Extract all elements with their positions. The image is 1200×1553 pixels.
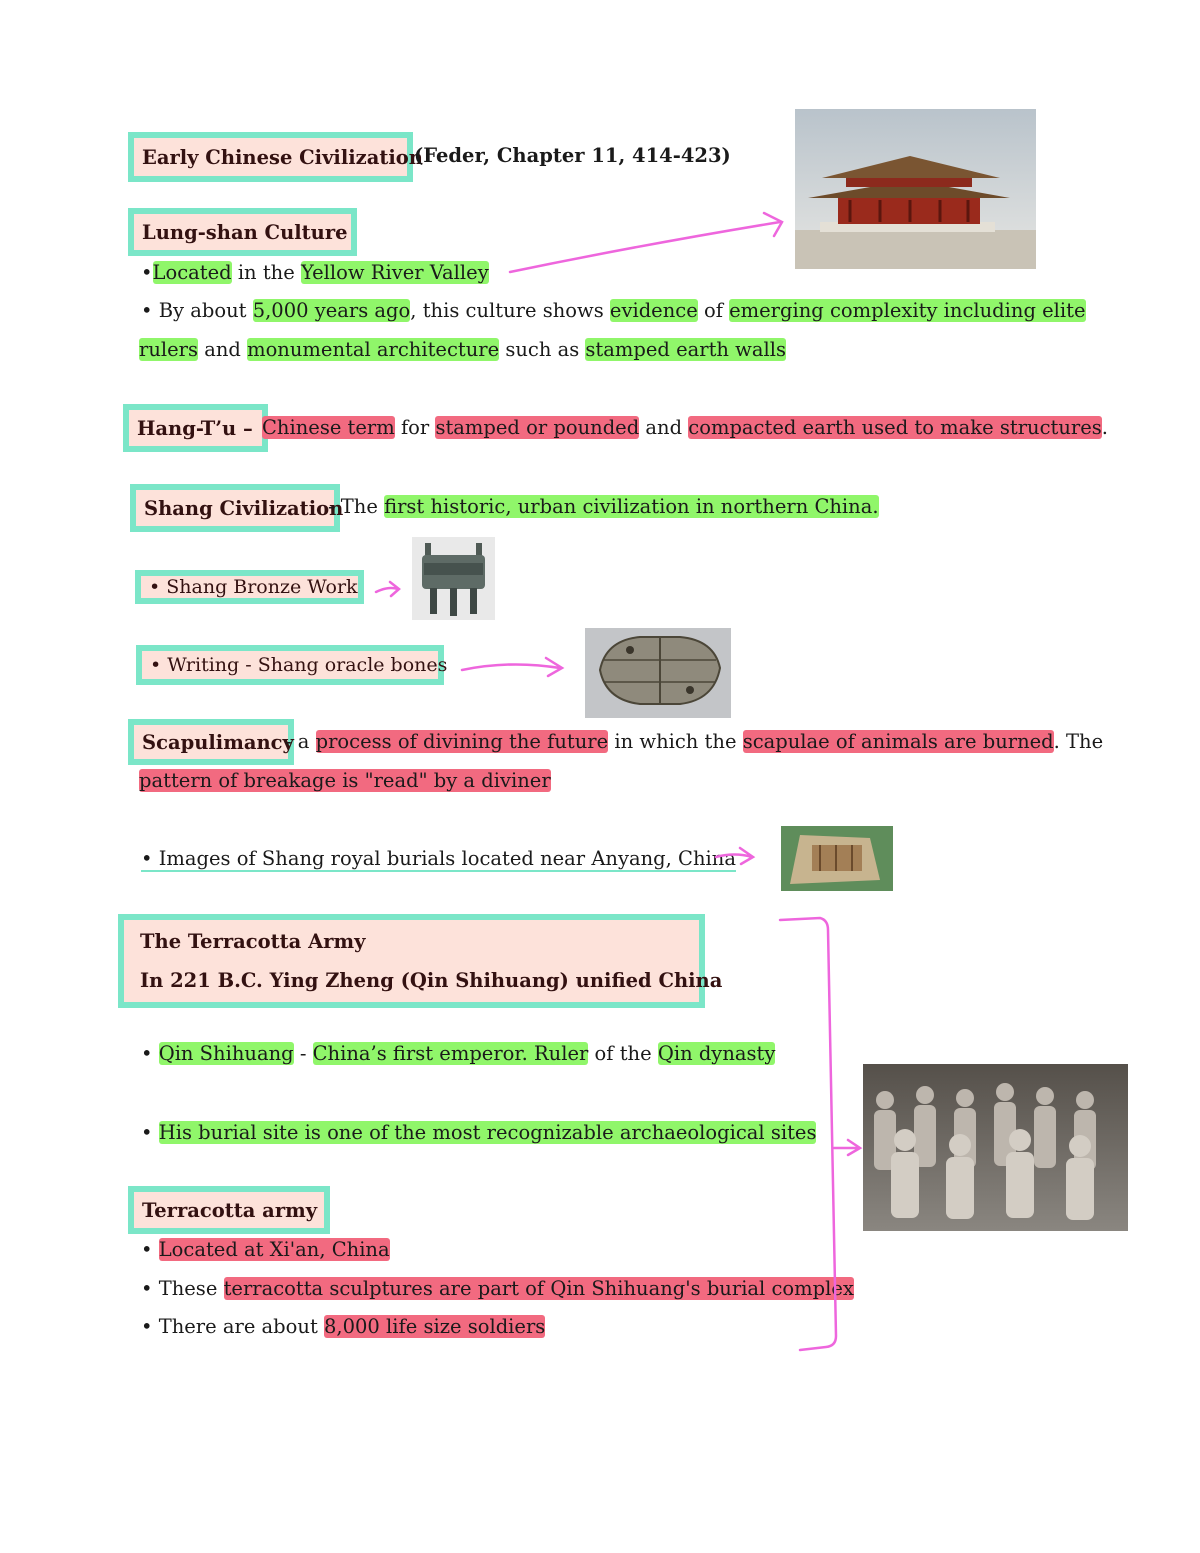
arrow-to-burials	[716, 848, 753, 864]
hangtu-definition: Chinese term for stamped or pounded and compacted earth used to make structures.	[262, 416, 1108, 439]
arrow-to-palace	[510, 222, 780, 272]
bracket-terracotta	[780, 918, 836, 1350]
terracotta-warriors-photo	[863, 1064, 1128, 1231]
scapulimancy-definition-1: - a process of divining the future in which the scapulae of animals are burned. The	[285, 730, 1104, 753]
qin-bullet: • Qin Shihuang - China’s first emperor. Ruler of the Qin dynasty	[141, 1042, 776, 1065]
scapulimancy-heading: Scapulimancy	[142, 730, 294, 754]
terracotta-heading-1: The Terracotta Army	[140, 930, 366, 953]
shang-heading: Shang Civilization	[144, 496, 344, 520]
title-text: Early Chinese Civilization	[142, 145, 423, 169]
shang-definition: - The first historic, urban civilization in northern China.	[328, 495, 879, 518]
title-reference: (Feder, Chapter 11, 414-423)	[414, 144, 731, 167]
shang-bronze-label: • Shang Bronze Work	[149, 576, 358, 598]
lungshan-bullet-2a: • By about 5,000 years ago, this culture shows evidence of emerging complexity including elite	[141, 299, 1086, 322]
shang-writing-label: • Writing - Shang oracle bones	[150, 654, 448, 676]
terracotta-heading-2: In 221 B.C. Ying Zheng (Qin Shihuang) unified China	[140, 969, 723, 992]
terracotta-army-heading: Terracotta army	[142, 1198, 318, 1222]
arrow-to-warriors	[834, 1140, 860, 1155]
shang-burials-link[interactable]: • Images of Shang royal burials located near Anyang, China	[141, 847, 736, 870]
royal-burial-photo	[781, 826, 893, 891]
ink-annotations	[376, 213, 860, 1350]
palace-photo	[795, 109, 1036, 269]
bronze-vessel-photo	[412, 537, 495, 620]
lungshan-bullet-2b: rulers and monumental architecture such as stamped earth walls	[139, 338, 786, 361]
terracotta-bullet-1: • Located at Xi'an, China	[141, 1238, 390, 1261]
hangtu-heading: Hang-T’u –	[137, 416, 253, 440]
lungshan-heading: Lung-shan Culture	[142, 220, 348, 244]
burial-site-bullet: • His burial site is one of the most recognizable archaeological sites	[141, 1121, 817, 1144]
oracle-bone-photo	[585, 628, 731, 718]
terracotta-bullet-3: • There are about 8,000 life size soldiers	[141, 1315, 546, 1338]
scapulimancy-definition-2: pattern of breakage is "read" by a diviner	[139, 769, 551, 792]
terracotta-bullet-2: • These terracotta sculptures are part of Qin Shihuang's burial complex	[141, 1277, 854, 1300]
arrow-to-oracle-bone	[462, 658, 562, 676]
arrow-to-bronze	[376, 582, 399, 596]
lungshan-bullet-1: •Located in the Yellow River Valley	[141, 261, 489, 284]
